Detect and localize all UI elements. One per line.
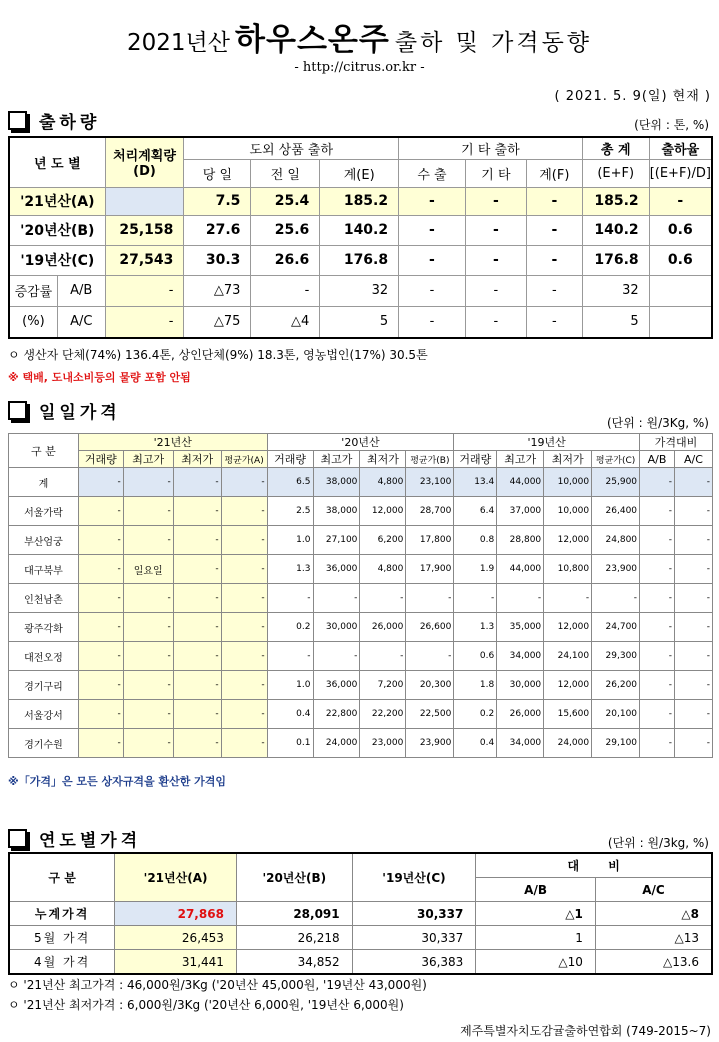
checkbox-square-icon xyxy=(8,829,27,848)
hdr-today: 당 일 xyxy=(184,159,251,187)
table-row: 대구북부 - 일요일 - - 1.3 36,000 4,800 17,900 1.9 44,000 10,800 23,900 - - xyxy=(9,555,713,584)
hdr-b3: '20년산(B) xyxy=(236,853,352,902)
table-row: 부산엄궁 - - - - 1.0 27,100 6,200 17,800 0.8 28,800 12,000 24,800 - - xyxy=(9,526,713,555)
section-yearly-title: 연도별가격 xyxy=(39,831,142,851)
section-shipment-heading xyxy=(8,108,100,133)
title-rest: 출하 및 가격동향 xyxy=(394,30,593,56)
hdr-cmp: 가격대비 xyxy=(640,434,713,451)
table-row: 경기수원 - - - - 0.1 24,000 23,000 23,900 0.4 34,000 24,000 29,100 - - xyxy=(9,729,713,758)
table-row: '21년산(A) 7.5 25.4 185.2 - - - 185.2 - xyxy=(9,187,712,215)
hdr-sum-e: 계(E) xyxy=(320,159,399,187)
checkbox-square-icon xyxy=(8,111,27,130)
hdr-plan: 처리계획량 (D) xyxy=(105,137,184,187)
title-year: 2021년산 xyxy=(126,30,230,56)
producer-note: ㅇ 생산자 단체(74%) 136.4톤, 상인단체(9%) 18.3톤, 영농법인(17%) 30.5톤 xyxy=(8,348,428,362)
price-note: ※「가격」은 모든 상자규격을 환산한 가격임 xyxy=(8,775,227,788)
table-row: 서울가락 - - - - 2.5 38,000 12,000 28,700 6.4 37,000 10,000 26,400 - - xyxy=(9,497,713,526)
section-yearly-unit: (단위 : 원/3kg, %) xyxy=(607,836,709,850)
table-row: 4월 가격 31,441 34,852 36,383 △10 △13.6 xyxy=(9,950,712,975)
table-row: 광주각화 - - - - 0.2 30,000 26,000 26,600 1.3 35,000 12,000 24,700 - - xyxy=(9,613,713,642)
daily-price-rows xyxy=(9,468,713,758)
section-shipment-unit: (단위 : 톤, %) xyxy=(634,118,709,132)
table-row: 대전오정 - - - - - - - - 0.6 34,000 24,100 29,300 - - xyxy=(9,642,713,671)
table-row: (%) A/C - △75 △4 5 - - - 5 xyxy=(9,306,712,338)
table-row: 인천남촌 - - - - - - - - - - - - - - xyxy=(9,584,713,613)
hdr-20: '20년산 xyxy=(267,434,454,451)
hdr-total: 총 계 xyxy=(582,137,649,159)
hdr-cmp3: 대 비 xyxy=(476,853,712,878)
table-row: 서울강서 - - - - 0.4 22,800 22,200 22,500 0.2 26,000 15,600 20,100 - - xyxy=(9,700,713,729)
table-row: 경기구리 - - - - 1.0 36,000 7,200 20,300 1.8 30,000 12,000 26,200 - - xyxy=(9,671,713,700)
table-row: '20년산(B) 25,158 27.6 25.6 140.2 - - - 140.2 0.6 xyxy=(9,215,712,245)
exclusion-note: ※ 택배, 도내소비등의 물량 포함 안됨 xyxy=(8,371,191,384)
title-main: 하우스온주 xyxy=(235,22,390,58)
table-row: 누계가격 27,868 28,091 30,337 △1 △8 xyxy=(9,902,712,926)
section-daily-unit: (단위 : 원/3Kg, %) xyxy=(606,416,709,430)
report-date: ( 2021. 5. 9(일) 현재 ) xyxy=(554,89,711,104)
hdr-gu3: 구 분 xyxy=(9,853,115,902)
hdr-19: '19년산 xyxy=(454,434,640,451)
yearly-price-table: 구 분 '21년산(A) '20년산(B) '19년산(C) 대 비 A/B A/C 누계가격 27,868 28,091 30,337 △1 △8 5월 가격 26,453 26,218 30,337 1 △13 4월 가격 31,441 34,852 36,383 △10 △13.6 xyxy=(8,852,713,975)
association-name: 제주특별자치도감귤출하연합회 (749-2015~7) xyxy=(460,1024,711,1038)
hdr-a3: '21년산(A) xyxy=(115,853,237,902)
section-shipment-title: 출하량 xyxy=(39,113,101,133)
section-yearly-heading xyxy=(8,826,141,851)
hdr-etc: 기 타 xyxy=(465,159,526,187)
table-row: '19년산(C) 27,543 30.3 26.6 176.8 - - - 176.8 0.6 xyxy=(9,245,712,275)
table-row: 계 - - - - 6.5 38,000 4,800 23,100 13.4 44,000 10,000 25,900 - - xyxy=(9,468,713,497)
hdr-21: '21년산 xyxy=(78,434,267,451)
document-title xyxy=(0,14,719,59)
hdr-ef: (E+F) xyxy=(582,159,649,187)
hdr-export: 수 출 xyxy=(399,159,466,187)
checkbox-square-icon xyxy=(8,401,27,420)
hdr-sum-f: 계(F) xyxy=(526,159,582,187)
site-url: - http://citrus.or.kr - xyxy=(294,60,425,75)
hdr-rate: 출하율 xyxy=(649,137,712,159)
section-daily-heading xyxy=(8,398,121,423)
daily-price-table: 구 분 '21년산 '20년산 '19년산 가격대비 거래량 최고가 최저가 평균가(A) 거래량 최고가 최저가 평균가(B) 거래량 최고가 최저가 평균가(C) A/B A/C 계 - - - - 6.5 38,000 4,800 23,100 13.4 44,000 10,000 25,900 - - 서울가락 - - - - 2.5 38,000 12,000 28,700 6.4 37,000 10,000 26,400 - - 부산엄궁 - - - - 1.0 27,100 6,200 17,800 0.8 28,800 12,000 24,800 - - 대구북부 - 일요일 - - 1.3 36,000 4,800 17,900 1.9 44,000 10,800 23,900 - - 인천남촌 - - - - - - - - - - - - - - 광주각화 - - - - 0.2 30,000 26,000 26,600 1.3 35,000 12,000 24,700 - - 대전오정 - - - - - - - - 0.6 34,000 24,100 29,300 - - 경기구리 - - - - 1.0 36,000 7,200 20,300 1.8 30,000 12,000 26,200 - - 서울강서 - - - - 0.4 22,800 22,200 22,500 0.2 26,000 15,600 20,100 - - 경기수원 - - - - 0.1 24,000 23,000 23,900 0.4 34,000 24,000 29,100 - - xyxy=(8,433,713,758)
hdr-rate2: [(E+F)/D] xyxy=(649,159,712,187)
hdr-gu: 구 분 xyxy=(9,434,79,468)
hdr-c3: '19년산(C) xyxy=(352,853,476,902)
min-price-note: ㅇ '21년산 최저가격 : 6,000원/3Kg ('20년산 6,000원, '19년산 6,000원) xyxy=(8,998,404,1012)
max-price-note: ㅇ '21년산 최고가격 : 46,000원/3Kg ('20년산 45,000원, '19년산 43,000원) xyxy=(8,978,427,992)
hdr-year: 년 도 별 xyxy=(9,137,105,187)
table-row: 증감률 A/B - △73 - 32 - - - 32 xyxy=(9,275,712,306)
table-row: 5월 가격 26,453 26,218 30,337 1 △13 xyxy=(9,926,712,950)
hdr-domestic: 도외 상품 출하 xyxy=(184,137,399,159)
section-daily-title: 일일가격 xyxy=(39,403,121,423)
hdr-other: 기 타 출하 xyxy=(399,137,583,159)
hdr-prev: 전 일 xyxy=(251,159,320,187)
shipment-table xyxy=(8,136,713,339)
